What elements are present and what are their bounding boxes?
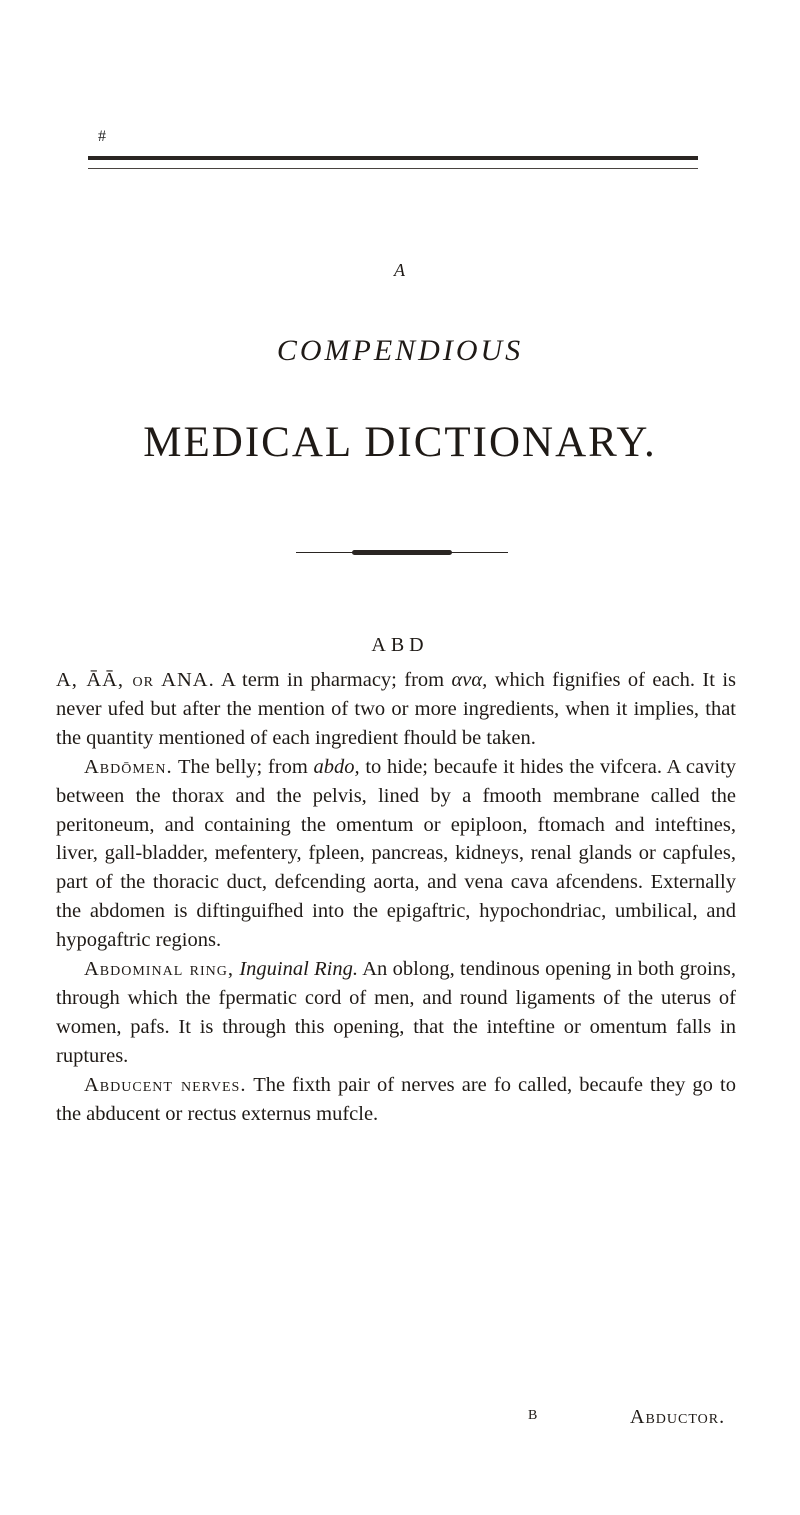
- page-title: MEDICAL DICTIONARY.: [143, 419, 657, 466]
- entry-headword: Abdōmen.: [84, 755, 173, 778]
- printer-mark: #: [98, 128, 106, 145]
- entry-headword: Abducent nerves.: [84, 1073, 247, 1096]
- dictionary-entries: [56, 666, 736, 1129]
- top-rule: [88, 156, 698, 169]
- entry-abdominal-ring: [56, 955, 736, 1071]
- entry-text: which fignifies of each. It is never ufed but after the mention of two or more ingredients, when it implies, that the quantity mentioned of each ingredient fhould be taken.: [56, 669, 737, 749]
- signature-mark: B: [528, 1408, 538, 1423]
- catchword: Abductor.: [630, 1406, 726, 1428]
- entry-text: The fixth pair of nerves are fo called, becaufe they go to the abducent or rectus externus mufcle.: [56, 1073, 736, 1125]
- entry-headword: A, ĀĀ, or ANA.: [56, 669, 215, 691]
- entry-abdomen: [56, 753, 736, 955]
- entry-abducent-nerves: [56, 1071, 736, 1129]
- ornament-thick-line: [352, 550, 452, 555]
- entry-text: A term in pharmacy; from: [220, 669, 445, 691]
- running-head: ABD: [371, 634, 429, 656]
- entry-text: An oblong, tendinous opening in both groins, through which the fpermatic cord of men, and round ligaments of the uterus of women, pafs. It is through this opening, that the inteftine or omentum falls in ruptures.: [56, 958, 737, 1067]
- entry-latin: abdo,: [313, 755, 360, 778]
- entry-greek: ανα,: [451, 669, 488, 691]
- entry-text: to hide; becaufe it hides the vifcera. A cavity between the thorax and the pelvis, lined by a fmooth membrane called the peritoneum, and containing the omentum or epiploon, ftomach and inteftines, liver, gall-bladder, mefentery, fpleen, pancreas, kidneys, renal glands or capfules, part of the thoracic duct, defcending aorta, and vena cava afcendens. Externally the abdomen is diftinguifhed into the epigaftric, hypochondriac, umbilical, and hypogaftric regions.: [56, 755, 737, 952]
- entry-headword: Abdominal ring,: [84, 958, 234, 981]
- entry-alt-name: Inguinal Ring.: [239, 958, 358, 981]
- ornamental-rule: [296, 550, 508, 556]
- entry-a: [56, 666, 736, 753]
- title-article: A: [394, 260, 406, 280]
- title-compendious: COMPENDIOUS: [276, 334, 524, 367]
- entry-text: The belly; from: [177, 755, 308, 778]
